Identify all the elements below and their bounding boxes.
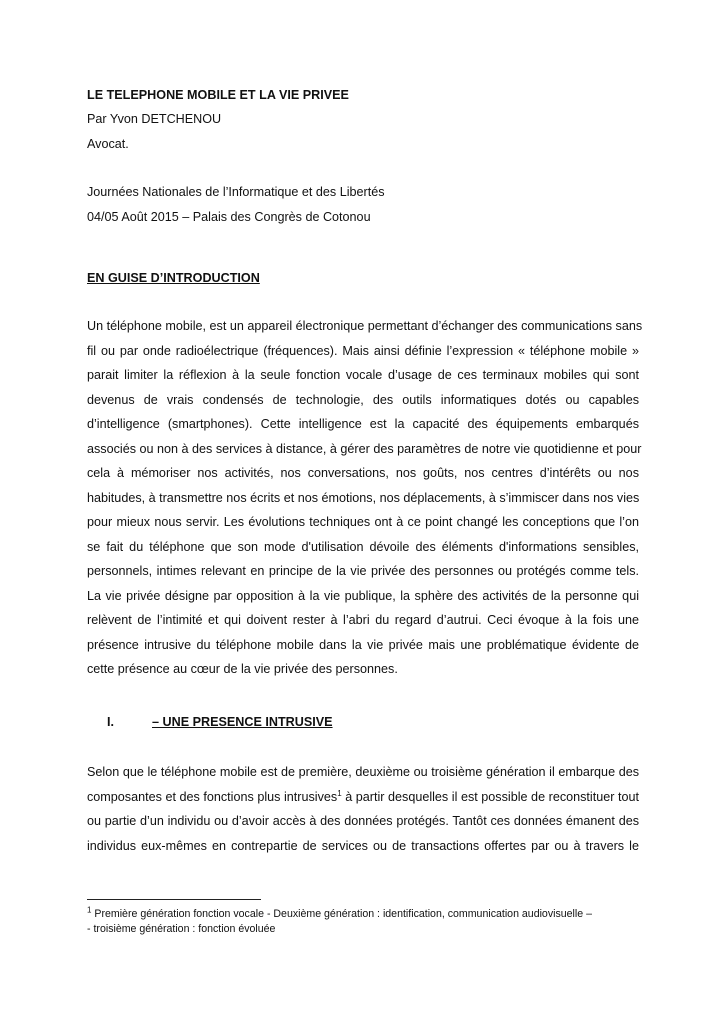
paragraph-line: pour mieux nous servir. Les évolutions techniques ont à ce point changé les conceptions que l’on (87, 515, 639, 529)
paragraph-line: habitudes, à transmettre nos écrits et nos émotions, nos déplacements, à s’immiscer dans nos vies (87, 490, 640, 505)
paragraph-line: présence intrusive du téléphone mobile dans la vie privée mais une problématique évidente de (87, 637, 639, 652)
intro-paragraph (87, 314, 643, 682)
section-title: – UNE PRESENCE INTRUSIVE (152, 715, 333, 729)
footnote (87, 907, 639, 937)
author-role: Avocat. (87, 137, 129, 151)
paragraph-line: se fait du téléphone que son mode d'utilisation dévoile des éléments d'informations sensibles, (87, 539, 639, 554)
line-text: composantes et des fonctions plus intrusives (87, 789, 338, 804)
paragraph-line: personnels, intimes relevant en principe de la vie privée des personnes ou protégés comme tels. (87, 564, 639, 578)
paragraph-line: associés ou non à des services à distance, à gérer des paramètres de notre vie quotidienne et pour (87, 441, 642, 456)
author-line: Par Yvon DETCHENOU (87, 112, 222, 126)
intro-heading: EN GUISE D’INTRODUCTION (87, 271, 260, 285)
event-date-place: 04/05 Août 2015 – Palais des Congrès de Cotonou (87, 210, 371, 224)
paragraph-line: cela à mémoriser nos activités, nos conversations, nos goûts, nos centres d’intérêts ou nos (87, 466, 639, 480)
paragraph-line: cette présence au cœur de la vie privée des personnes. (87, 662, 398, 676)
footnote-text: Première génération fonction vocale - Deuxième génération : identification, communication audiovisuelle – (91, 908, 592, 920)
footnote-line: - troisième génération : fonction évoluée (87, 923, 276, 935)
section-number: I. (107, 715, 114, 729)
paragraph-line: relèvent de l’intimité et qui doivent rester à l’abri du regard d’autrui. Ceci évoque à la fois une (87, 613, 639, 627)
section-paragraph (87, 760, 639, 858)
paragraph-line: Un téléphone mobile, est un appareil électronique permettant d’échanger des communications sans (87, 319, 643, 333)
line-text: à partir desquelles il est possible de reconstituer tout (341, 789, 639, 804)
footnote-marker: 1 (87, 905, 92, 915)
paragraph-line (87, 785, 639, 810)
paragraph-line: devenus de vrais condensés de technologie, des outils informatiques dotés ou capables (87, 392, 639, 407)
paragraph-line: parait limiter la réflexion à la seule fonction vocale d’usage de ces terminaux mobiles qui sont (87, 368, 639, 382)
paragraph-line: d’intelligence (smartphones). Cette intelligence est la capacité des équipements embarqués (87, 417, 639, 431)
paragraph-line: individus eux-mêmes en contrepartie de services ou de transactions offertes par ou à travers le (87, 838, 639, 853)
footnote-separator (87, 899, 261, 900)
document-title: LE TELEPHONE MOBILE ET LA VIE PRIVEE (87, 88, 349, 102)
footnote-line (87, 907, 639, 922)
paragraph-line: fil ou par onde radioélectrique (fréquences). Mais ainsi définie l’expression « téléphone mobile » (87, 343, 639, 358)
event-name: Journées Nationales de l’Informatique et des Libertés (87, 185, 385, 199)
paragraph-line: Selon que le téléphone mobile est de première, deuxième ou troisième génération il embarque des (87, 765, 639, 779)
footnote-reference: 1 (337, 788, 342, 798)
paragraph-line: ou partie d’un individu ou d’avoir accès à des données protégés. Tantôt ces données émanent des (87, 814, 639, 828)
paragraph-line: La vie privée désigne par opposition à la vie publique, la sphère des activités de la personne qui (87, 588, 639, 603)
